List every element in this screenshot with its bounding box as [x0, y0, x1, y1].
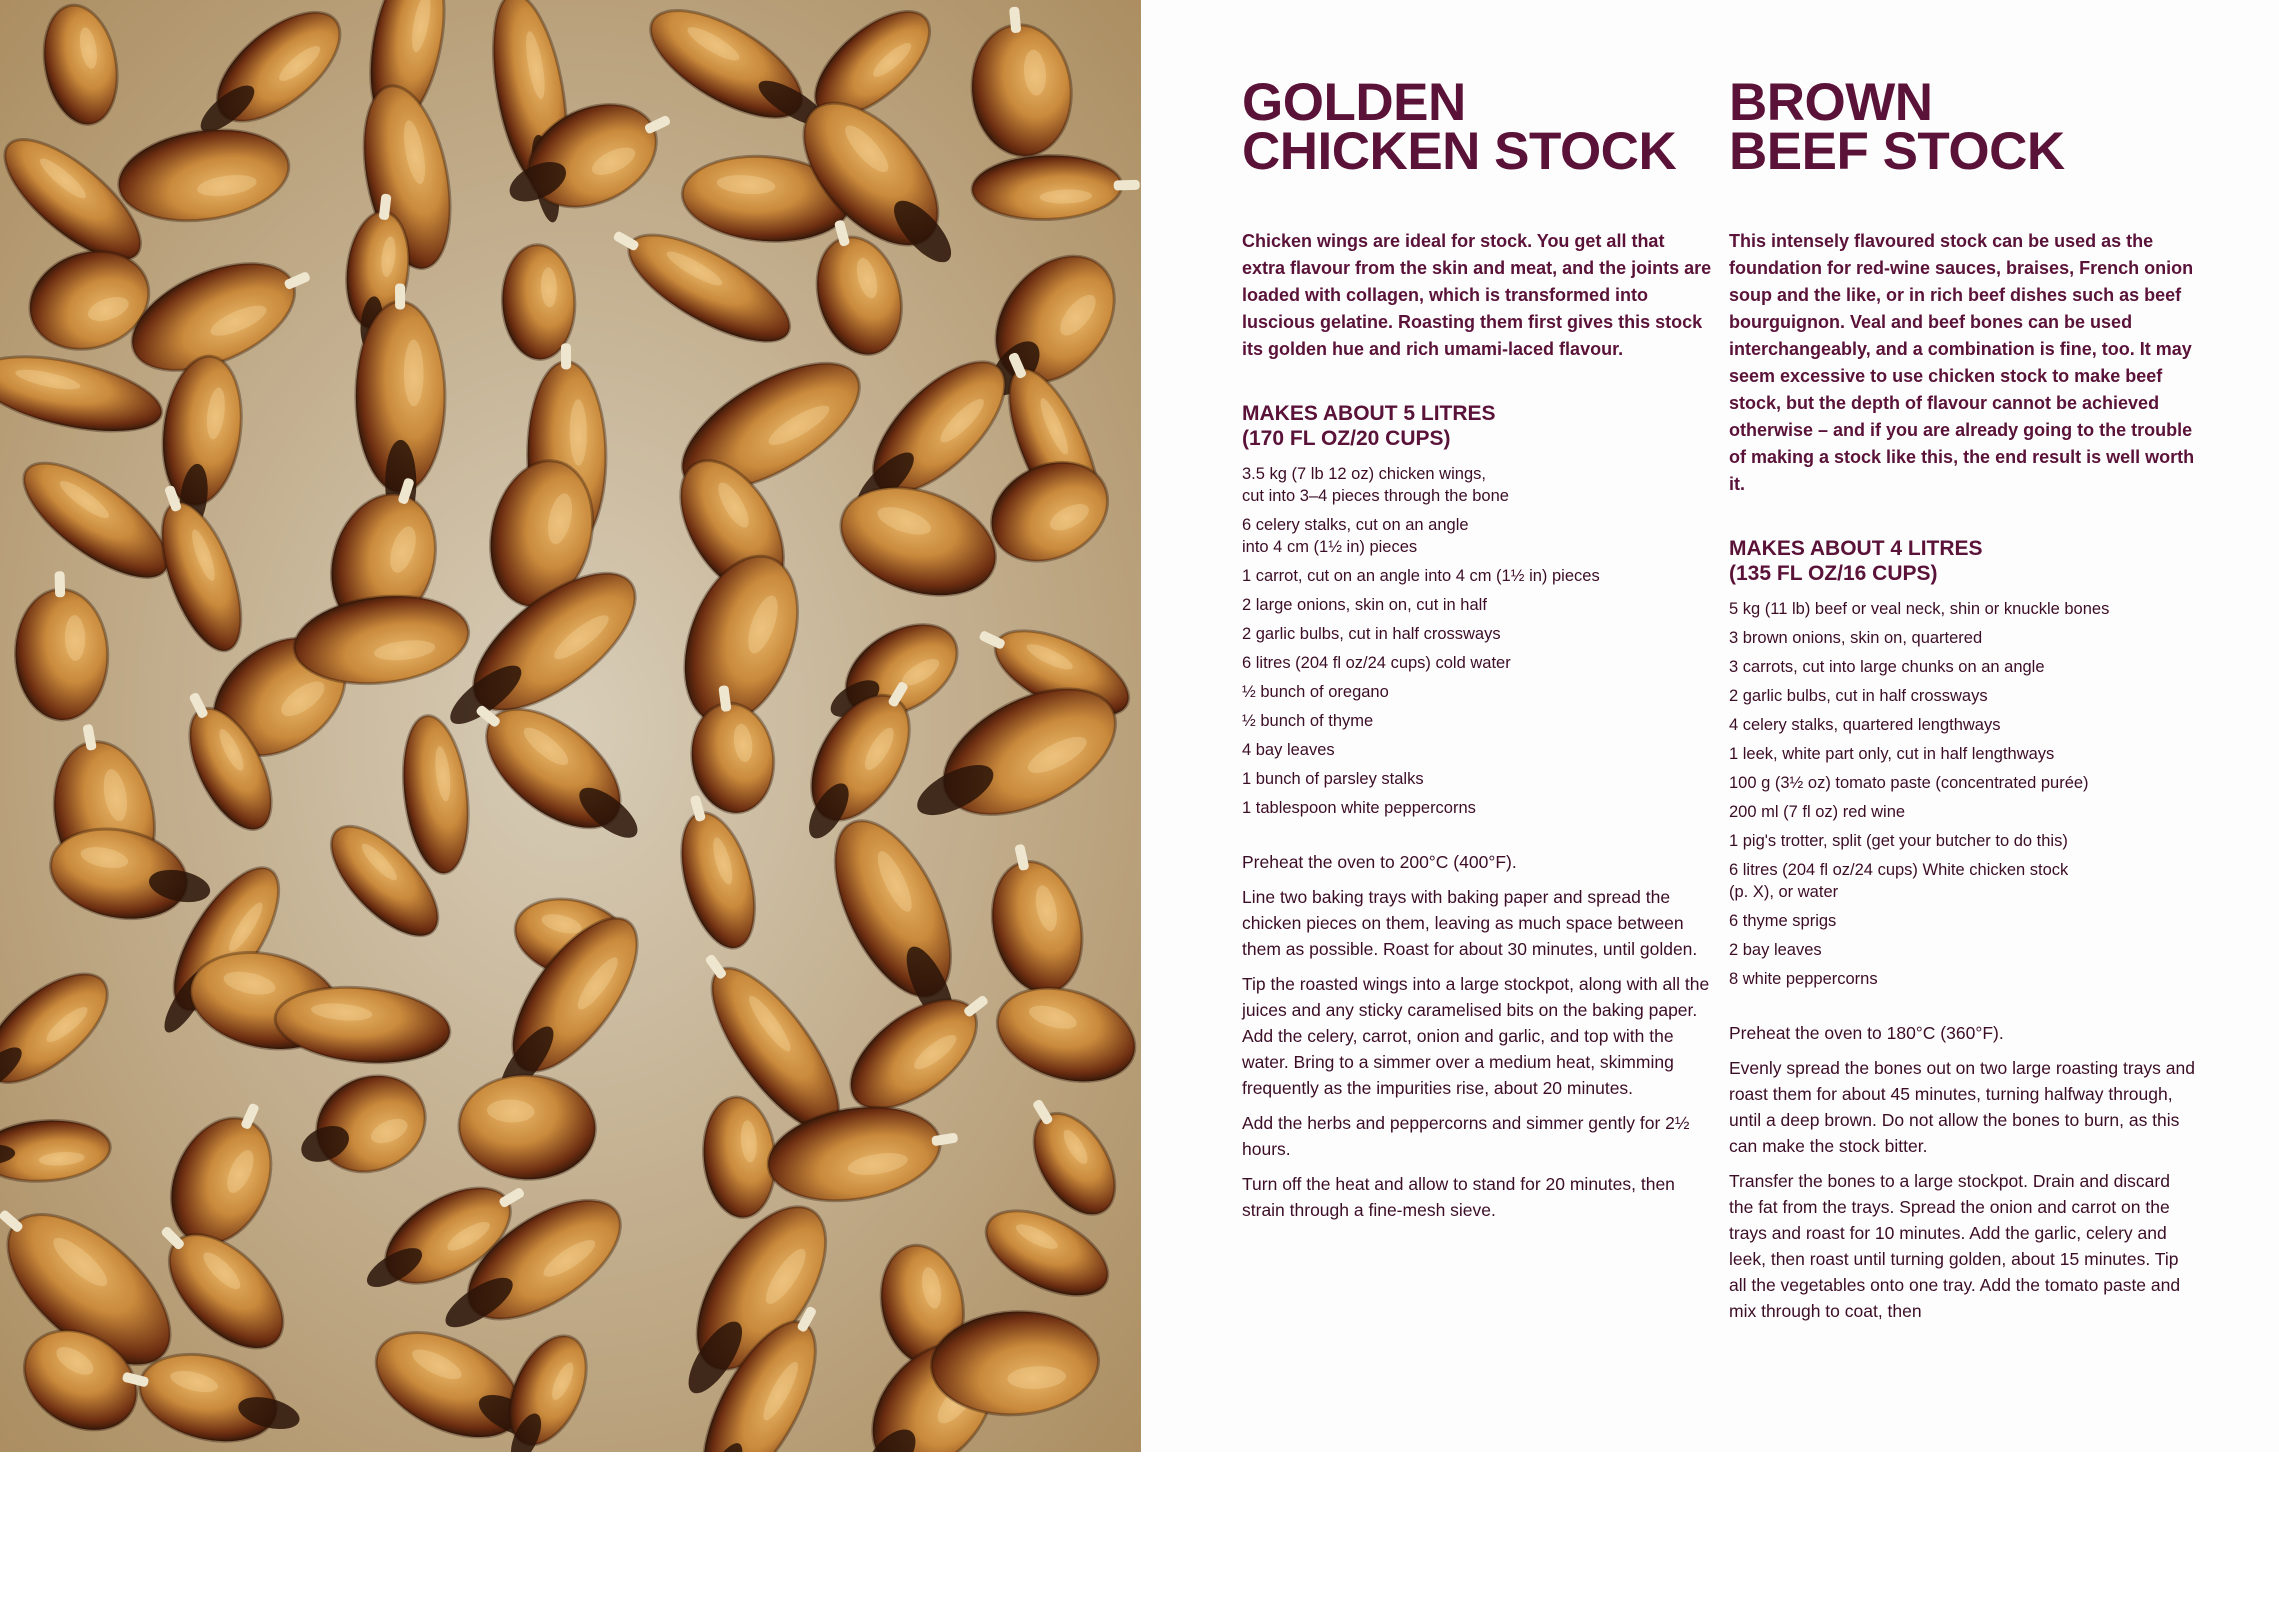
ingredient-text: 2 garlic bulbs, cut in half crossways	[1242, 625, 1501, 643]
ingredients-list	[1729, 598, 2199, 990]
ingredient-text: 4 bay leaves	[1242, 741, 1335, 759]
recipe-title	[1242, 73, 1712, 181]
ingredient-text: into 4 cm (1½ in) pieces	[1242, 538, 1418, 556]
ingredient-text: cut into 3–4 pieces through the bone	[1242, 487, 1509, 505]
recipe-title-line: BROWN	[1729, 73, 1933, 132]
ingredient-text: 2 large onions, skin on, cut in half	[1242, 596, 1487, 614]
ingredient-item	[1242, 652, 1712, 674]
method-steps	[1242, 849, 1712, 1223]
ingredient-item	[1242, 514, 1712, 558]
recipe-title	[1729, 73, 2199, 181]
ingredient-item	[1242, 594, 1712, 616]
recipe-title-line: CHICKEN STOCK	[1242, 122, 1677, 181]
method-step: Transfer the bones to a large stockpot. Drain and discard the fat from the trays. Spread the onion and carrot on the trays and roast for 10 minutes. Add the garlic, celery and leek, then roast until turning golden, about 15 minutes. Tip all the vegetables onto one tray. Add the tomato paste and mix through to coat, then	[1729, 1171, 2181, 1321]
ingredient-text: ½ bunch of oregano	[1242, 683, 1389, 701]
ingredient-item	[1729, 859, 2199, 903]
ingredient-text: 3 carrots, cut into large chunks on an angle	[1729, 658, 2045, 676]
ingredient-item	[1242, 681, 1712, 703]
ingredient-text: 3.5 kg (7 lb 12 oz) chicken wings,	[1242, 465, 1486, 483]
ingredient-item	[1242, 768, 1712, 790]
ingredient-item	[1242, 797, 1712, 819]
ingredient-item	[1729, 772, 2199, 794]
roasted-chicken-wings-photo	[0, 0, 1141, 1452]
ingredient-text: 6 thyme sprigs	[1729, 912, 1837, 930]
ingredients-list	[1242, 463, 1712, 819]
recipe-title-line: BEEF STOCK	[1729, 122, 2065, 181]
ingredient-item	[1729, 968, 2199, 990]
ingredient-text: 200 ml (7 fl oz) red wine	[1729, 803, 1906, 821]
yield-line: MAKES ABOUT 4 LITRES	[1729, 537, 1983, 560]
method-steps	[1729, 1020, 2199, 1324]
ingredient-item	[1242, 710, 1712, 732]
yield-line: (135 FL OZ/16 CUPS)	[1729, 562, 1938, 585]
yield-line: MAKES ABOUT 5 LITRES	[1242, 402, 1496, 425]
recipe-intro: Chicken wings are ideal for stock. You get all that extra flavour from the skin and meat, and the joints are loaded with collagen, which is transformed into luscious gelatine. Roasting them first gives this stock its golden hue and rich umami-laced flavour.	[1242, 231, 1712, 359]
ingredient-item	[1729, 830, 2199, 852]
method-step: Turn off the heat and allow to stand for 20 minutes, then strain through a fine-mesh sieve.	[1242, 1174, 1675, 1220]
ingredient-item	[1242, 739, 1712, 761]
ingredient-item	[1729, 743, 2199, 765]
ingredient-text: 6 celery stalks, cut on an angle	[1242, 516, 1469, 534]
method-step: Tip the roasted wings into a large stockpot, along with all the juices and any sticky caramelised bits on the baking paper. Add the celery, carrot, onion and garlic, and top with the water. Bring to a simmer over a medium heat, skimming frequently as the impurities rise, about 20 minutes.	[1242, 974, 1710, 1098]
method-step: Evenly spread the bones out on two large roasting trays and roast them for about 45 minutes, turning halfway through, until a deep brown. Do not allow the bones to burn, as this can make the stock bitter.	[1729, 1058, 2195, 1156]
ingredient-text: 1 leek, white part only, cut in half lengthways	[1729, 745, 2055, 763]
method-step: Preheat the oven to 200°C (400°F).	[1242, 852, 1517, 872]
ingredient-item	[1242, 463, 1712, 507]
ingredient-text: 2 bay leaves	[1729, 941, 1822, 959]
yield-line: (170 FL OZ/20 CUPS)	[1242, 427, 1451, 450]
method-step: Add the herbs and peppercorns and simmer gently for 2½ hours.	[1242, 1113, 1690, 1159]
ingredient-text: 5 kg (11 lb) beef or veal neck, shin or knuckle bones	[1729, 600, 2110, 618]
photo-illustration	[0, 0, 1141, 1452]
ingredient-text: 1 carrot, cut on an angle into 4 cm (1½ in) pieces	[1242, 567, 1600, 585]
ingredient-text: 4 celery stalks, quartered lengthways	[1729, 716, 2001, 734]
ingredient-item	[1729, 910, 2199, 932]
ingredient-text: 2 garlic bulbs, cut in half crossways	[1729, 687, 1988, 705]
brown-beef-stock-recipe	[1729, 73, 2199, 1333]
recipe-yield	[1729, 536, 2199, 586]
ingredient-text: 100 g (3½ oz) tomato paste (concentrated purée)	[1729, 774, 2089, 792]
ingredient-item	[1729, 801, 2199, 823]
golden-chicken-stock-recipe	[1242, 73, 1712, 1232]
ingredient-text: 3 brown onions, skin on, quartered	[1729, 629, 1983, 647]
ingredient-text: (p. X), or water	[1729, 883, 1839, 901]
ingredient-item	[1729, 627, 2199, 649]
ingredient-text: 1 pig's trotter, split (get your butcher to do this)	[1729, 832, 2068, 850]
recipe-intro: This intensely flavoured stock can be used as the foundation for red-wine sauces, braises, French onion soup and the like, or in rich beef dishes such as beef bourguignon. Veal and beef bones can be used interchangeably, and a combination is fine, too. It may seem excessive to use chicken stock to make beef stock, but the depth of flavour cannot be achieved otherwise – and if you are already going to the trouble of making a stock like this, the end result is well worth it.	[1729, 231, 2195, 494]
ingredient-text: ½ bunch of thyme	[1242, 712, 1374, 730]
ingredient-item	[1242, 565, 1712, 587]
ingredient-item	[1729, 939, 2199, 961]
ingredient-text: 6 litres (204 fl oz/24 cups) cold water	[1242, 654, 1511, 672]
ingredient-item	[1729, 656, 2199, 678]
ingredient-item	[1729, 598, 2199, 620]
ingredient-text: 1 tablespoon white peppercorns	[1242, 799, 1476, 817]
ingredient-item	[1729, 714, 2199, 736]
ingredient-text: 1 bunch of parsley stalks	[1242, 770, 1424, 788]
method-step: Preheat the oven to 180°C (360°F).	[1729, 1023, 2004, 1043]
method-step: Line two baking trays with baking paper and spread the chicken pieces on them, leaving as much space between them as possible. Roast for about 30 minutes, until golden.	[1242, 887, 1698, 959]
recipe-yield	[1242, 401, 1712, 451]
ingredient-item	[1242, 623, 1712, 645]
recipe-title-line: GOLDEN	[1242, 73, 1466, 132]
ingredient-text: 8 white peppercorns	[1729, 970, 1878, 988]
ingredient-item	[1729, 685, 2199, 707]
ingredient-text: 6 litres (204 fl oz/24 cups) White chicken stock	[1729, 861, 2069, 879]
